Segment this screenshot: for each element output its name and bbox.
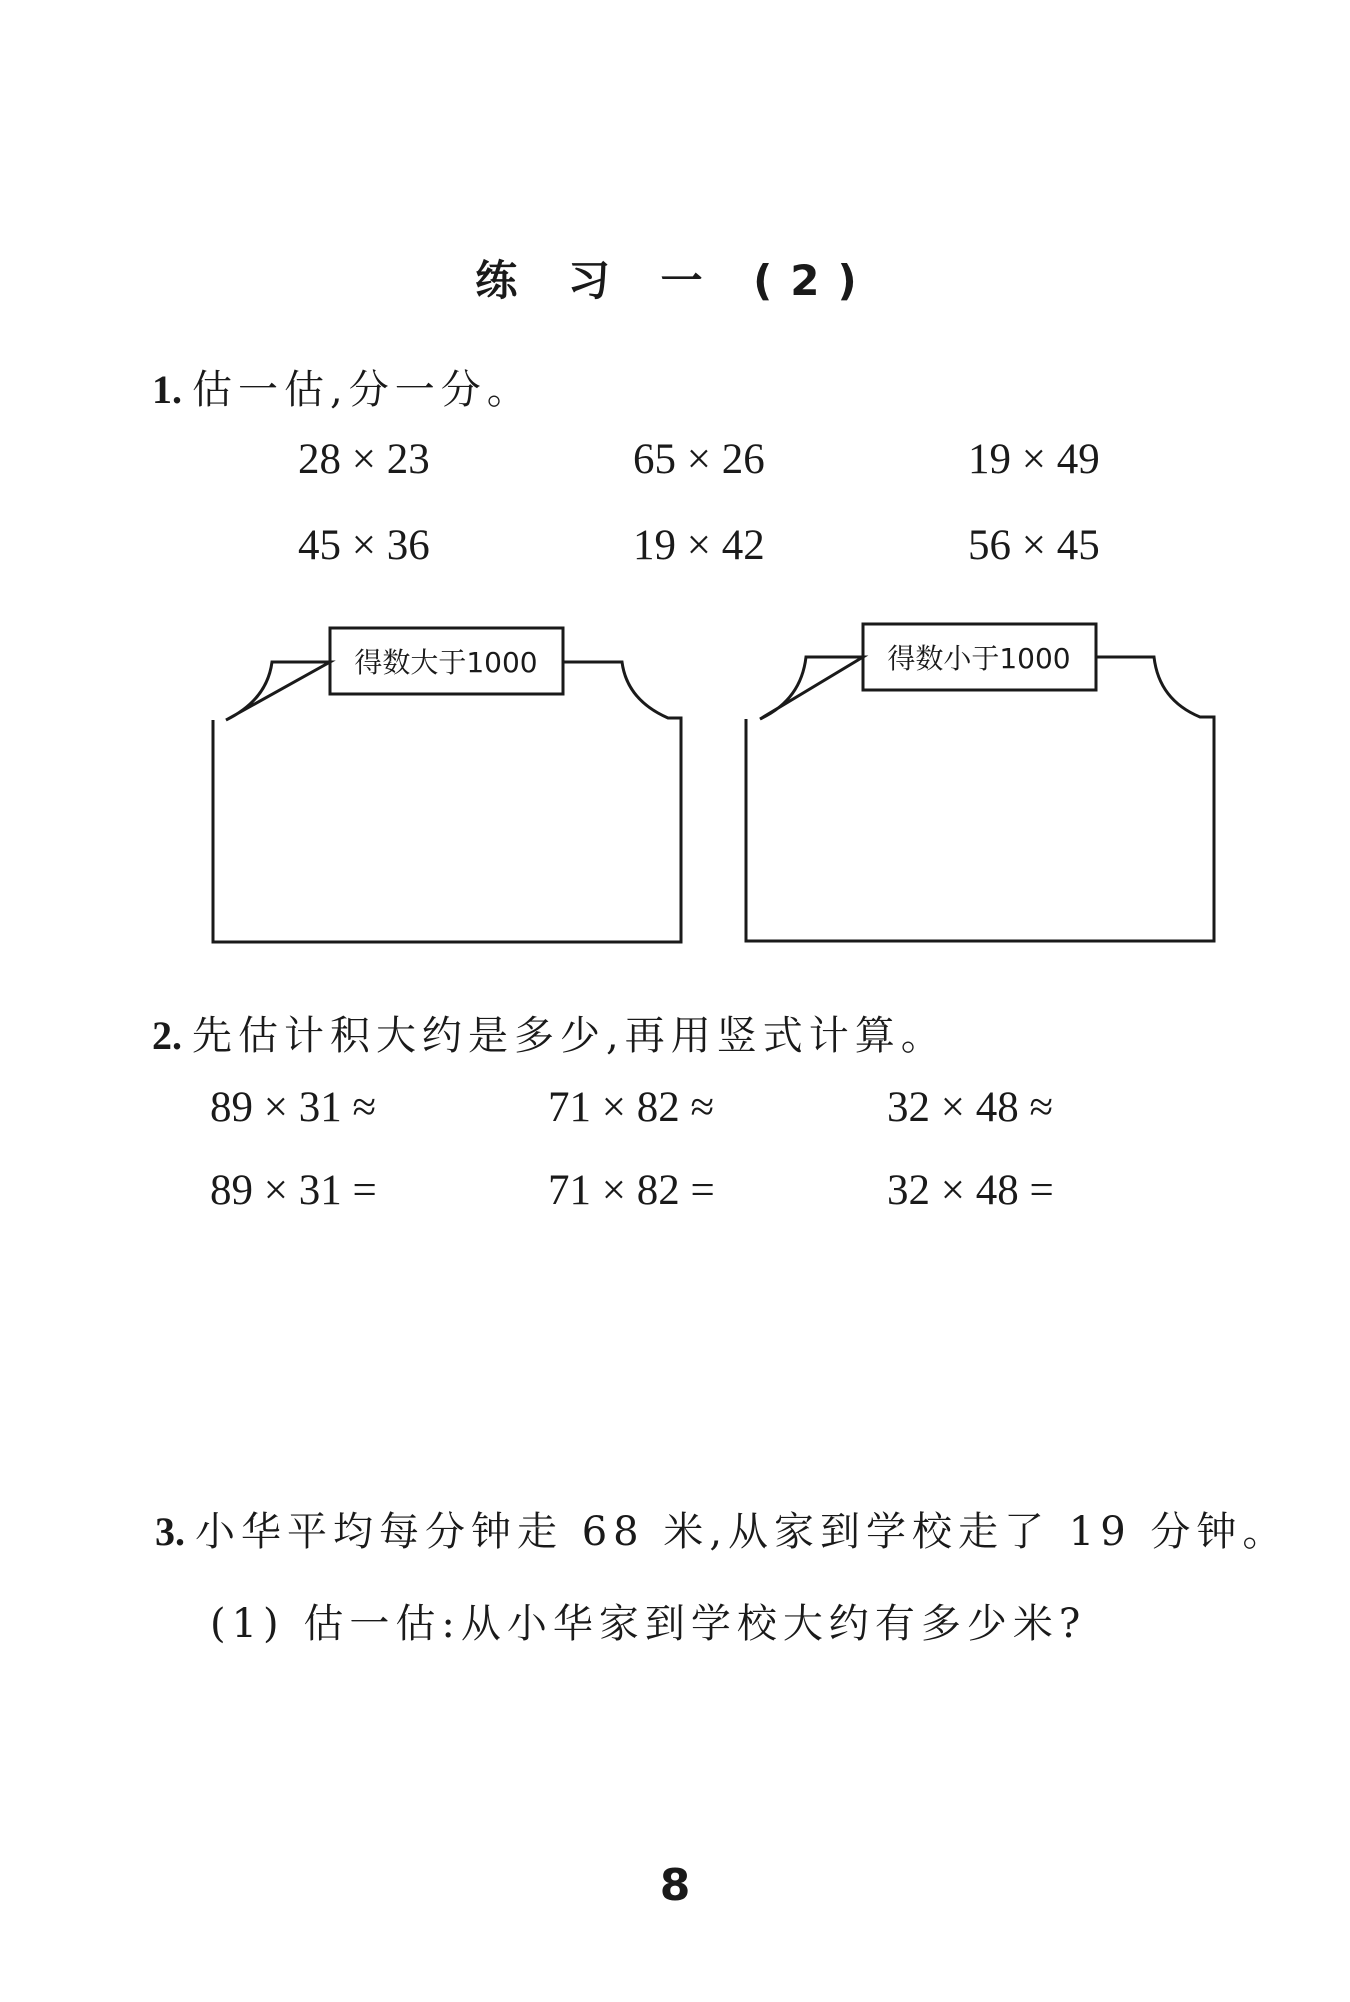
right-sorting-box [746, 657, 1214, 941]
question-2 [152, 1004, 947, 1061]
q2-estimate: 32 × 48 ≈ [887, 1084, 1054, 1131]
q1-expression: 56 × 45 [968, 522, 1100, 569]
q2-estimate: 71 × 82 ≈ [548, 1084, 715, 1131]
q2-estimate: 89 × 31 ≈ [210, 1084, 377, 1131]
page-number: 8 [659, 1860, 691, 1911]
q1-expression: 65 × 26 [633, 436, 765, 483]
q2-calculation: 71 × 82 = [548, 1167, 715, 1214]
right-box-label: 得数小于1000 [887, 642, 1071, 675]
left-box-label: 得数大于1000 [354, 646, 538, 679]
question-3-text: 小华平均每分钟走 68 米,从家到学校走了 19 分钟。 [195, 1509, 1289, 1555]
q1-expression: 28 × 23 [298, 436, 430, 483]
question-1-text: 估一估,分一分。 [192, 367, 533, 413]
sorting-boxes-diagram [0, 0, 1350, 1000]
q1-expression: 45 × 36 [298, 522, 430, 569]
question-2-text: 先估计积大约是多少,再用竖式计算。 [192, 1013, 947, 1059]
q1-expression: 19 × 42 [633, 522, 765, 569]
question-3-number: 3. [155, 1509, 185, 1554]
question-3-sub-1: (1) 估一估:从小华家到学校大约有多少米? [210, 1601, 1087, 1647]
q2-calculation: 89 × 31 = [210, 1167, 377, 1214]
left-sorting-box [213, 662, 681, 942]
q1-expression: 19 × 49 [968, 436, 1100, 483]
question-1-number: 1. [152, 367, 182, 412]
question-3 [155, 1500, 1288, 1557]
q2-calculation: 32 × 48 = [887, 1167, 1054, 1214]
question-2-number: 2. [152, 1013, 182, 1058]
page-title: 练 习 一 (2) [475, 256, 875, 305]
